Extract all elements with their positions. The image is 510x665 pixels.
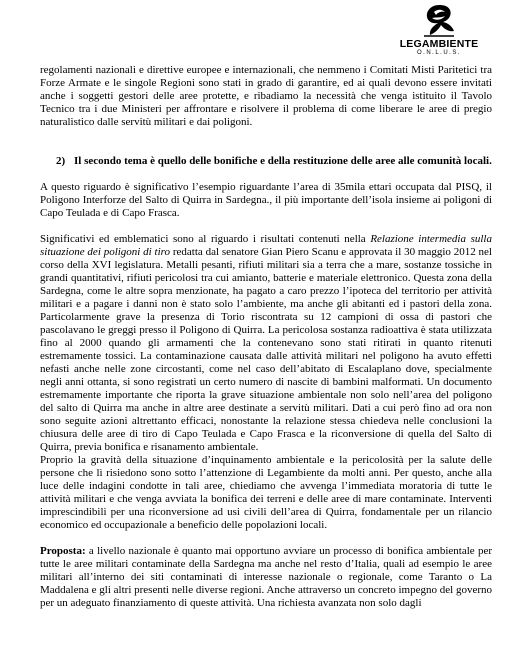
relazione-title: Relazione intermedia sulla situazione dei poligoni di tiro bbox=[40, 233, 492, 258]
logo-name: LEGAMBIENTE bbox=[399, 38, 479, 50]
section-title: Il secondo tema è quello delle bonifiche e della restituzione delle aree alle comunità locali. bbox=[74, 155, 492, 167]
proposta-label: Proposta: bbox=[40, 545, 86, 557]
legambiente-logo bbox=[384, 3, 494, 61]
legambiente-swan-logo-icon bbox=[419, 3, 459, 39]
paragraph-pisq: A questo riguardo è significativo l’esempio riguardante l’area di 35mila ettari occupata dal PISQ, il Poligono Interforze del Salto di Quirra in Sardegna., il più importante dell’isola insieme ai poligoni di Capo Teulada e di Capo Frasca. bbox=[40, 181, 492, 219]
paragraph-legambiente: Proprio la gravità della situazione d’inquinamento ambientale e la pericolosità per la salute delle persone che lì risiedono sono sotto l’attenzione di Legambiente da molti anni. Per questo, anche alla luce delle indagini condotte in tali aree, chiediamo che avvenga l’immediata moratoria di tutte le attività militari e che venga avviata la bonifica dei terreni e delle aree di mare contaminate. Interventi imprescindibili per una riconversione ad usi civili dell’area di Quirra, fondamentale per un rilancio economico ed occupazionale a beneficio delle popolazioni locali. bbox=[40, 454, 492, 531]
relazione-text-rest: redatta dal senatore Gian Piero Scanu e approvata il 30 maggio 2012 nel corso della XVI legislatura. Metalli pesanti, rifiuti militari sia a terra che a mare, sostanze tossiche in grandi quantitativi, rifiuti pericolosi tra cui amianto, batterie e materiale elettronico. Questa zona della Sardegna, come le altre sopra menzionate, ha pagato a caro prezzo l’ipoteca del territorio per attività militari e a pagare i danni non è stato solo l’ambiente, ma anche gli abitanti ed i pastori della zona. Particolarmente grave la presenza di Torio riscontrata su 12 campioni di ossa di pastori che pascolavano le greggi presso il Poligono di Quirra. La pericolosa sostanza radioattiva è stata utilizzata fino al 2000 quando gli armamenti che la contenevano sono stati ritirati in quanto ritenuti estremamente tossici. La contaminazione causata dalle attività militari nel poligono ha avuto effetti nefasti anche nelle zone circostanti, come nel caso dell’abitato di Escalaplano dove, specialmente negli anni ottanta, si sono registrati un certo numero di nascite di bambini malformati. Un documento estremamente importante che riporta la grave situazione ambientale non solo nell’area del poligono del salto di Quirra ma anche in altre aree destinate a servitù militari. Dati a cui però fino ad ora non sono seguite azioni altrettanto efficaci, nonostante la relazione stessa chiedeva nelle conclusioni la chiusura delle aree di tiro di Capo Teulada e Capo Frasca e la riconversione di quella del Salto di Quirra, previa bonifica e risanamento ambientale. bbox=[40, 246, 492, 453]
document-body bbox=[40, 64, 492, 610]
relazione-text-start: Significativi ed emblematici sono al riguardo i risultati contenuti nella bbox=[40, 233, 371, 245]
section-number: 2) bbox=[56, 155, 66, 167]
section-heading bbox=[56, 155, 492, 168]
paragraph-intro: regolamenti nazionali e direttive europee e internazionali, che nemmeno i Comitati Misti Paritetici tra Forze Armate e le singole Regioni sono stati in grado di garantire, ed ai quali devono essere invitati anche i soggetti gestori delle aree protette, e ribadiamo la necessità che venga istituito il Tavolo Tecnico tra i due Ministeri per affrontare e risolvere il problema di come liberare le aree di pregio naturalistico dalle servitù militari e dai poligoni. bbox=[40, 64, 492, 128]
logo-subtitle: O.N.L.U.S. bbox=[416, 50, 461, 56]
paragraph-proposta bbox=[40, 545, 492, 610]
proposta-text: a livello nazionale è quanto mai opportuno avviare un processo di bonifica ambientale per tutte le aree militari contaminate della Sardegna ma anche nel resto d’Italia, quali ad esempio le aree militari all’interno dei siti contaminati di interesse nazionale o regionale, come Taranto o La Maddalena e gli altri presenti nelle diverse regioni. Anche attraverso un concreto impegno del governo per un adeguato finanziamento di queste attività. Una richiesta avanzata non solo dagli bbox=[40, 545, 492, 609]
paragraph-relazione bbox=[40, 233, 492, 454]
